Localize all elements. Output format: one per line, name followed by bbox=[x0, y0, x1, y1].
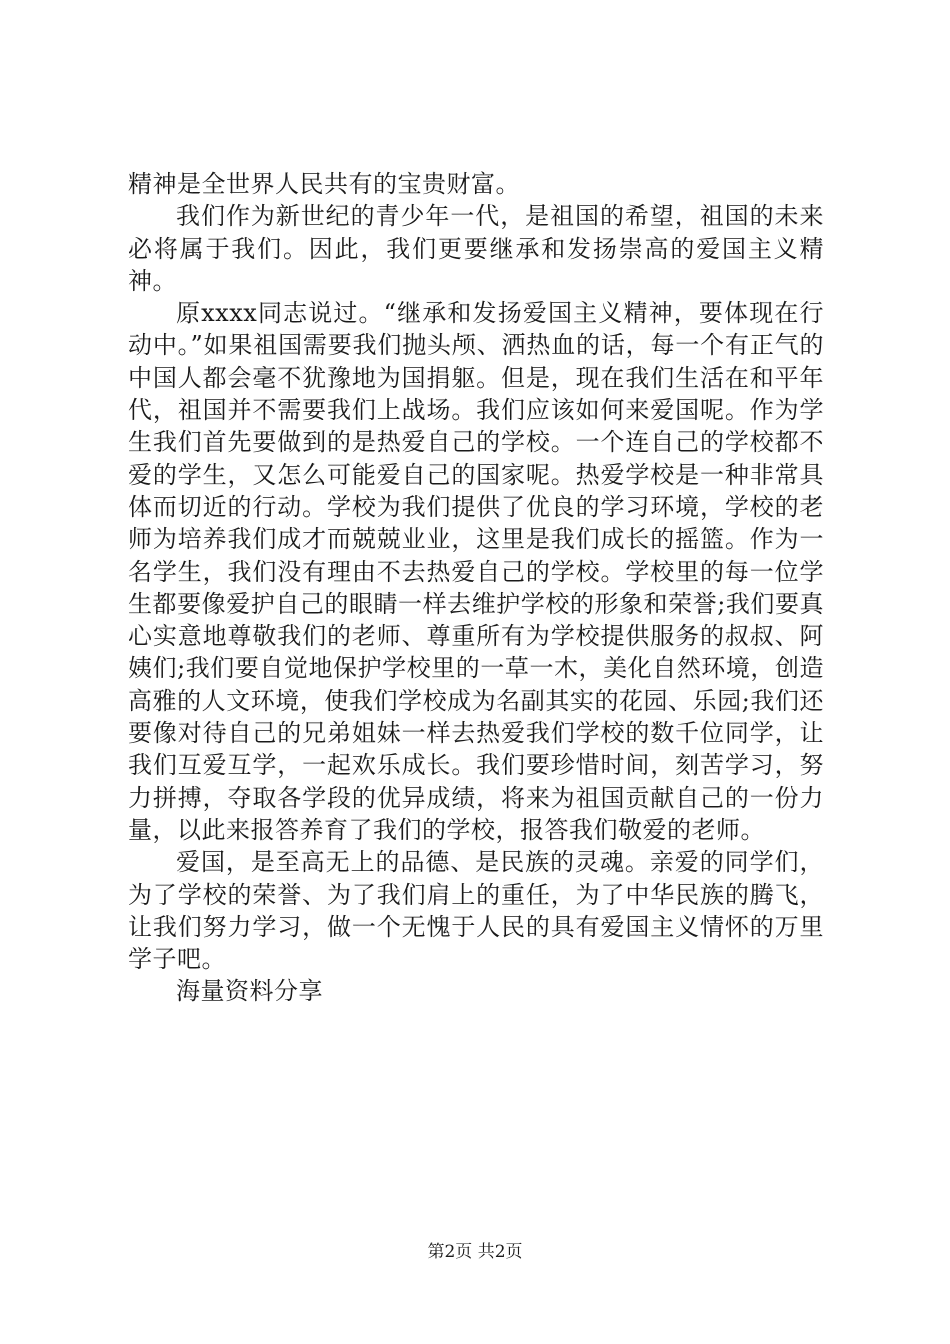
paragraph-love-school: 原xxxx同志说过。“继承和发扬爱国主义精神，要体现在行动中。”如果祖国需要我们抛头颅、洒热血的话，每一个有正气的中国人都会毫不犹豫地为国捐躯。但是，现在我们生活在和平年代，祖国并不需要我们上战场。我们应该如何来爱国呢。作为学生我们首先要做到的是热爱自己的学校。一个连自己的学校都不爱的学生，又怎么可能爱自己的国家呢。热爱学校是一种非常具体而切近的行动。学校为我们提供了优良的学习环境，学校的老师为培养我们成才而兢兢业业，这里是我们成长的摇篮。作为一名学生，我们没有理由不去热爱自己的学校。学校里的每一位学生都要像爱护自己的眼睛一样去维护学校的形象和荣誉;我们要真心实意地尊敬我们的老师、尊重所有为学校提供服务的叔叔、阿姨们;我们要自觉地保护学校里的一草一木，美化自然环境，创造高雅的人文环境，使我们学校成为名副其实的花园、乐园;我们还要像对待自己的兄弟姐妹一样去热爱我们学校的数千位同学，让我们互爱互学，一起欢乐成长。我们要珍惜时间，刻苦学习，努力拼搏，夺取各学段的优异成绩，将来为祖国贡献自己的一份力量，以此来报答养育了我们的学校，报答我们敬爱的老师。 bbox=[128, 299, 824, 844]
paragraph-continuation: 精神是全世界人民共有的宝贵财富。 bbox=[128, 170, 520, 198]
paragraph-youth: 我们作为新世纪的青少年一代，是祖国的希望，祖国的未来必将属于我们。因此，我们更要继承和发扬崇高的爱国主义精神。 bbox=[128, 202, 824, 295]
page-number-footer: 第2页 共2页 bbox=[427, 1242, 523, 1262]
paragraph-share-note: 海量资料分享 bbox=[176, 977, 323, 1006]
document-body bbox=[128, 168, 824, 1008]
paragraph-patriotism: 爱国，是至高无上的品德、是民族的灵魂。亲爱的同学们，为了学校的荣誉、为了我们肩上的重任，为了中华民族的腾飞，让我们努力学习，做一个无愧于人民的具有爱国主义情怀的万里学子吧。 bbox=[128, 848, 824, 974]
